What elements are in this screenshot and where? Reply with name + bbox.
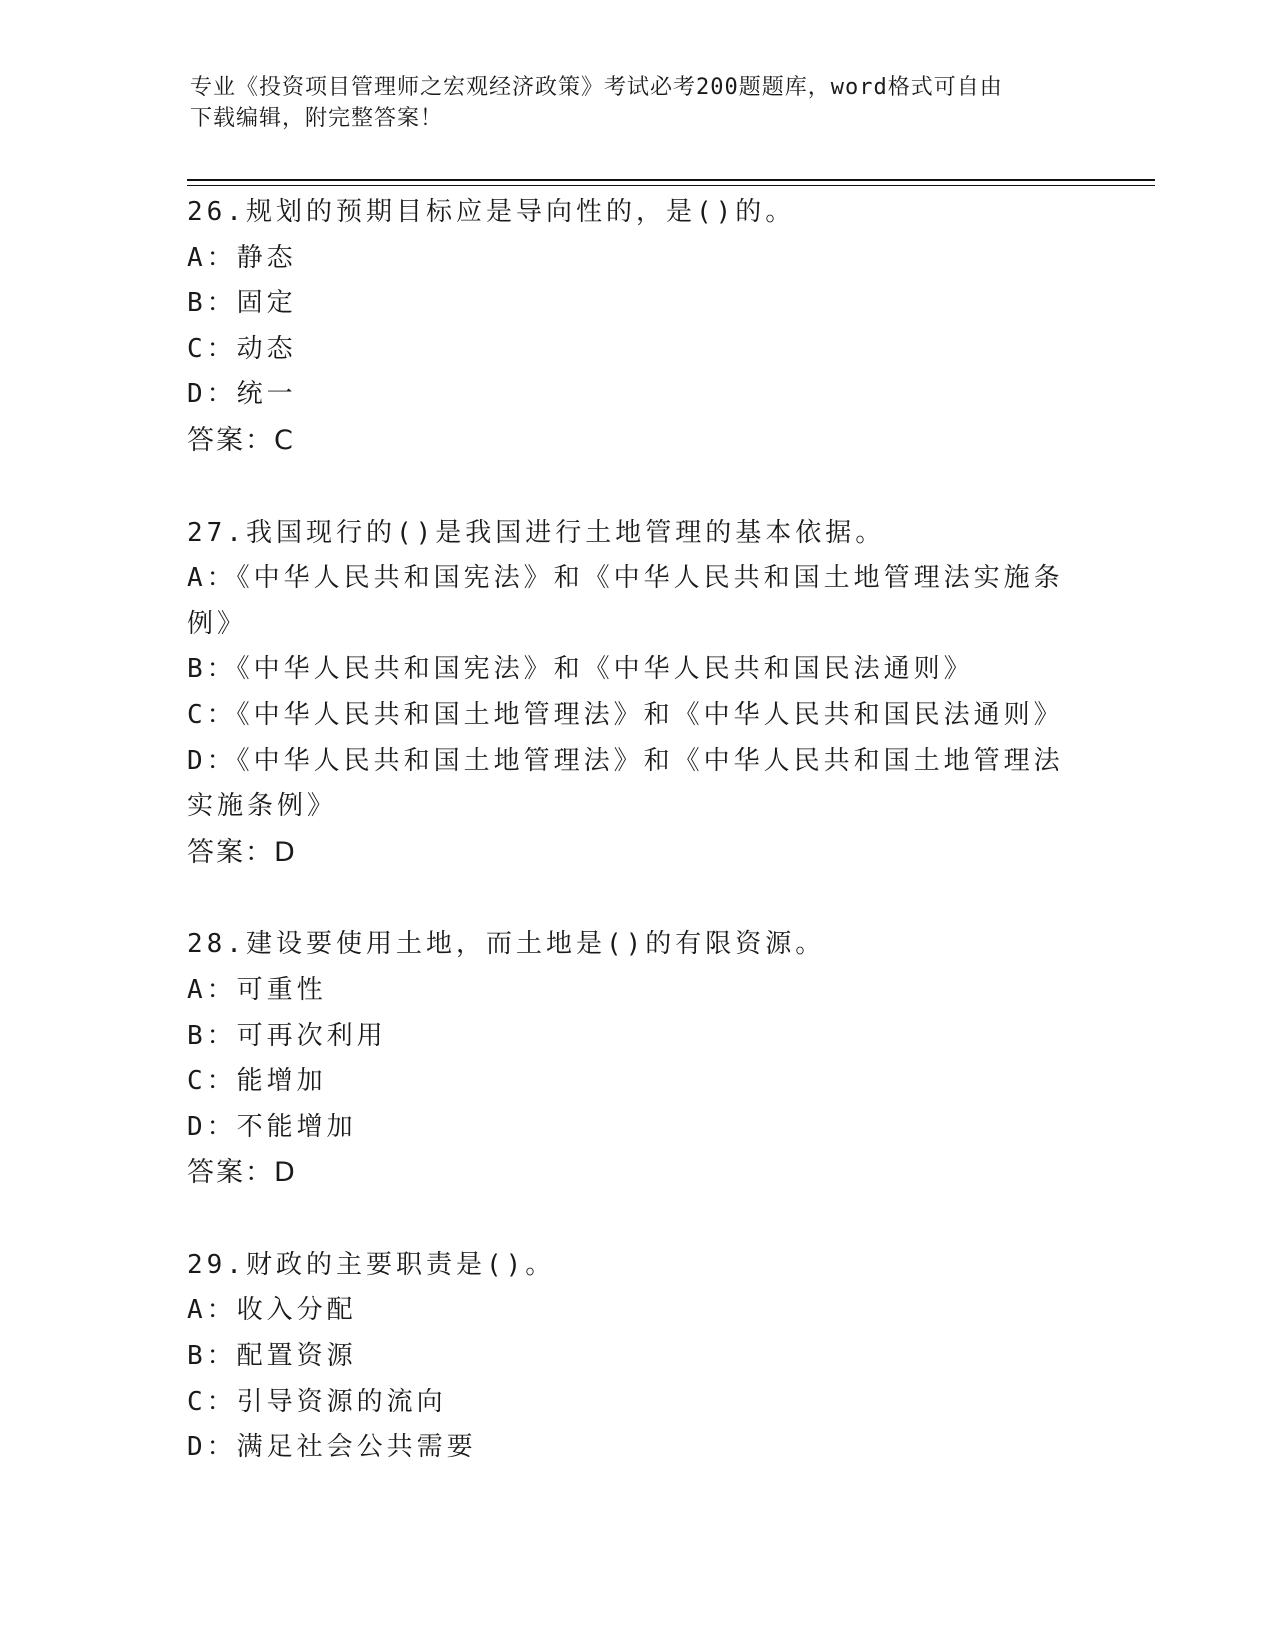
option-b: B：《中华人民共和国宪法》和《中华人民共和国民法通则》 bbox=[187, 654, 974, 685]
document-header bbox=[190, 72, 1070, 134]
question-27 bbox=[187, 511, 1087, 876]
question-29 bbox=[187, 1243, 1087, 1471]
header-rule-thick bbox=[187, 179, 1155, 181]
header-line-1: 专业《投资项目管理师之宏观经济政策》考试必考200题题库，word格式可自由 bbox=[190, 75, 1003, 100]
option-c: C：《中华人民共和国土地管理法》和《中华人民共和国民法通则》 bbox=[187, 699, 1064, 730]
option-a: A：可重性 bbox=[187, 974, 327, 1005]
option-a: A：收入分配 bbox=[187, 1295, 357, 1326]
option-c: C：引导资源的流向 bbox=[187, 1386, 447, 1417]
option-b: B：固定 bbox=[187, 288, 297, 319]
question-28 bbox=[187, 922, 1087, 1196]
question-list bbox=[187, 190, 1087, 1518]
option-d: D：不能增加 bbox=[187, 1111, 357, 1142]
question-26 bbox=[187, 190, 1087, 464]
answer-line: 答案：D bbox=[187, 1157, 297, 1189]
header-rule-thin bbox=[187, 185, 1155, 186]
option-a: A：《中华人民共和国宪法》和《中华人民共和国土地管理法实施条例》 bbox=[187, 563, 1064, 639]
question-stem: 28.建设要使用土地，而土地是()的有限资源。 bbox=[187, 929, 826, 960]
option-c: C：能增加 bbox=[187, 1066, 327, 1097]
question-stem: 27.我国现行的()是我国进行土地管理的基本依据。 bbox=[187, 517, 886, 548]
option-d: D：满足社会公共需要 bbox=[187, 1432, 477, 1463]
option-d: D：《中华人民共和国土地管理法》和《中华人民共和国土地管理法实施条例》 bbox=[187, 745, 1064, 822]
option-b: B：可再次利用 bbox=[187, 1020, 387, 1051]
answer-line: 答案：C bbox=[187, 424, 295, 456]
option-b: B：配置资源 bbox=[187, 1341, 357, 1372]
option-c: C：动态 bbox=[187, 333, 297, 364]
question-stem: 29.财政的主要职责是()。 bbox=[187, 1249, 556, 1280]
answer-line: 答案：D bbox=[187, 836, 297, 868]
question-stem: 26.规划的预期目标应是导向性的，是()的。 bbox=[187, 197, 796, 227]
option-d: D：统一 bbox=[187, 379, 297, 410]
header-line-2: 下载编辑，附完整答案！ bbox=[190, 106, 444, 131]
option-a: A：静态 bbox=[187, 242, 297, 273]
